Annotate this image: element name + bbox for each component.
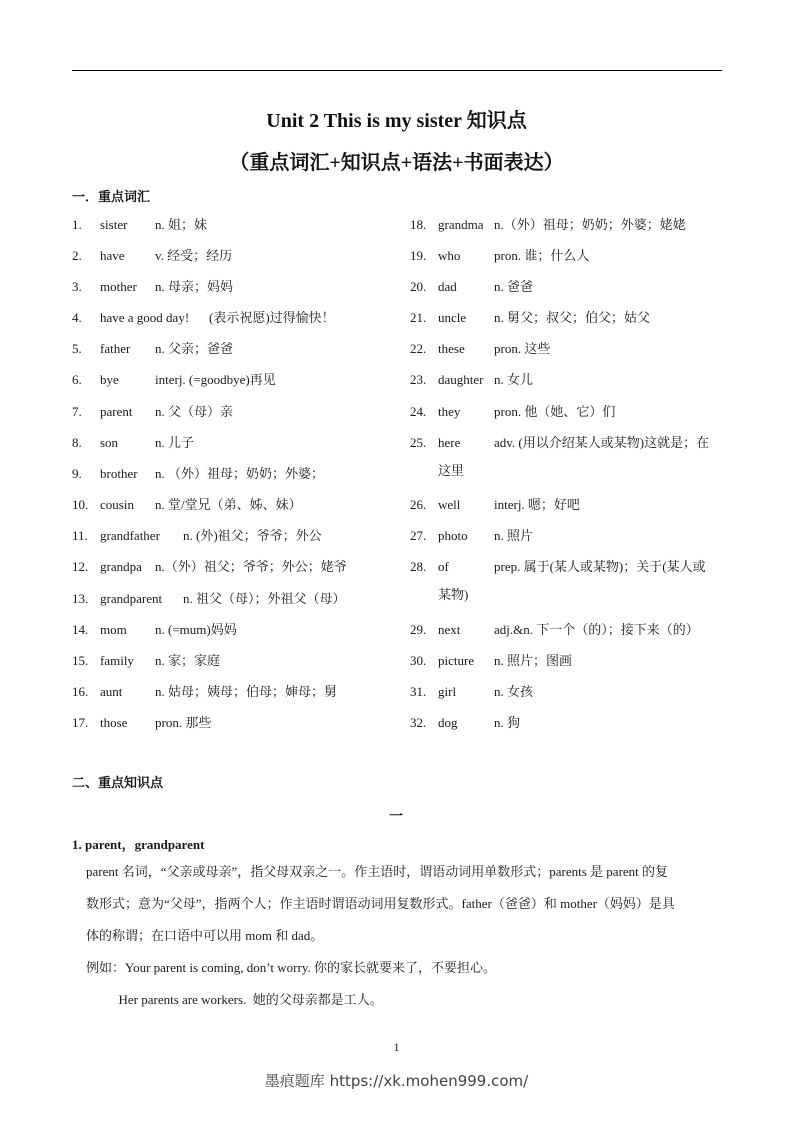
- vocab-number: 10.: [72, 497, 89, 512]
- vocab-number: 22.: [410, 341, 427, 356]
- vocab-definition: n. 母亲；妈妈: [155, 279, 234, 294]
- page-title: Unit 2 This is my sister 知识点: [266, 110, 527, 132]
- vocab-number: 9.: [72, 466, 82, 481]
- vocab-definition: n. 照片: [494, 528, 534, 543]
- vocab-word: here: [438, 435, 461, 450]
- vocab-word: they: [438, 404, 461, 419]
- vocab-number: 26.: [410, 497, 427, 512]
- page-number: 1: [393, 1040, 400, 1054]
- vocab-number: 32.: [410, 715, 427, 730]
- vocab-number: 23.: [410, 372, 427, 387]
- vocab-number: 17.: [72, 715, 89, 730]
- vocab-number: 31.: [410, 684, 427, 699]
- vocab-definition: n.（外）祖母；奶奶；外婆；姥姥: [494, 217, 686, 232]
- vocab-definition: adv. (用以介绍某人或某物)这就是；在: [494, 435, 710, 450]
- paragraph-line: 体的称谓；在口语中可以用 mom 和 dad。: [86, 928, 324, 943]
- vocab-number: 6.: [72, 372, 82, 387]
- vocab-word: grandfather: [100, 528, 160, 543]
- vocab-number: 13.: [72, 591, 89, 606]
- vocab-definition: n. 家；家庭: [155, 653, 221, 668]
- vocab-word: father: [100, 341, 131, 356]
- vocab-definition: adj.&n. 下一个（的）；接下来（的）: [494, 622, 699, 637]
- vocab-word: grandpa: [100, 559, 142, 574]
- vocab-number: 18.: [410, 217, 427, 232]
- vocab-number: 7.: [72, 404, 82, 419]
- vocab-word: uncle: [438, 310, 467, 325]
- vocab-number: 27.: [410, 528, 427, 543]
- vocab-definition: n. 照片；图画: [494, 653, 573, 668]
- vocab-word: mom: [100, 622, 127, 637]
- vocab-definition: interj. 嗯；好吧: [494, 497, 580, 512]
- vocab-word: these: [438, 341, 465, 356]
- vocab-number: 14.: [72, 622, 89, 637]
- vocab-number: 1.: [72, 217, 82, 232]
- vocab-number: 29.: [410, 622, 427, 637]
- vocab-number: 25.: [410, 435, 427, 450]
- vocab-definition-continued: 这里: [438, 463, 465, 478]
- vocab-word: who: [438, 248, 461, 263]
- vocab-number: 8.: [72, 435, 82, 450]
- vocab-number: 28.: [410, 559, 427, 574]
- section-heading-points: 二、重点知识点: [72, 775, 164, 790]
- vocab-definition: n. 祖父（母）；外祖父（母）: [183, 591, 346, 606]
- center-mark: 一: [389, 810, 403, 825]
- paragraph-line: 数形式；意为“父母”，指两个人；作主语时谓语动词用复数形式。father（爸爸）和 mother（妈妈）是具: [86, 896, 675, 911]
- vocab-word: dad: [438, 279, 457, 294]
- vocab-word: grandparent: [100, 591, 163, 606]
- vocab-number: 2.: [72, 248, 82, 263]
- vocab-word: those: [100, 715, 128, 730]
- vocab-word: picture: [438, 653, 475, 668]
- vocab-definition: n. 父亲；爸爸: [155, 341, 234, 356]
- vocab-definition: n. （外）祖母；奶奶；外婆；: [155, 466, 325, 481]
- paragraph-line: parent 名词，“父亲或母亲”，指父母双亲之一。作主语时，谓语动词用单数形式；parents 是 parent 的复: [86, 864, 669, 879]
- vocab-word: next: [438, 622, 461, 637]
- vocab-definition: interj. (=goodbye)再见: [155, 372, 276, 387]
- vocab-word: photo: [438, 528, 468, 543]
- vocab-number: 4.: [72, 310, 82, 325]
- vocab-word: well: [438, 497, 461, 512]
- vocab-definition: n. 父（母）亲: [155, 404, 234, 419]
- vocab-word: grandma: [438, 217, 484, 232]
- vocab-word: have: [100, 248, 125, 263]
- vocab-word: mother: [100, 279, 137, 294]
- section-heading-vocab: 一．重点词汇: [72, 189, 151, 204]
- vocab-definition: pron. 他（她、它）们: [494, 404, 616, 419]
- vocab-number: 16.: [72, 684, 89, 699]
- vocab-word: have a good day!: [100, 310, 190, 325]
- vocab-definition: pron. 这些: [494, 341, 551, 356]
- vocab-definition: (表示祝愿)过得愉快！: [209, 310, 335, 325]
- vocab-number: 3.: [72, 279, 82, 294]
- vocab-number: 20.: [410, 279, 427, 294]
- vocab-definition: n. 狗: [494, 715, 521, 730]
- vocab-definition: n. (外)祖父；爷爷；外公: [183, 528, 322, 543]
- vocab-number: 15.: [72, 653, 89, 668]
- vocab-definition: v. 经受；经历: [155, 248, 233, 263]
- vocab-definition: pron. 那些: [155, 715, 212, 730]
- vocab-number: 24.: [410, 404, 427, 419]
- vocab-number: 30.: [410, 653, 427, 668]
- vocab-word: dog: [438, 715, 458, 730]
- vocab-number: 19.: [410, 248, 427, 263]
- vocab-definition: n. 女儿: [494, 372, 534, 387]
- vocab-definition: n. 姐；妹: [155, 217, 208, 232]
- vocab-definition: pron. 谁；什么人: [494, 248, 590, 263]
- vocab-definition-continued: 某物): [438, 587, 469, 602]
- vocab-word: family: [100, 653, 134, 668]
- vocab-word: sister: [100, 217, 128, 232]
- vocab-word: girl: [438, 684, 457, 699]
- vocab-word: bye: [100, 372, 119, 387]
- point-title: 1. parent，grandparent: [72, 837, 205, 852]
- example-line: 例如：Your parent is coming, don’t worry. 你的家长就要来了，不要担心。: [86, 960, 496, 975]
- vocab-word: daughter: [438, 372, 484, 387]
- vocab-definition: n.（外）祖父；爷爷；外公；姥爷: [155, 559, 347, 574]
- vocab-definition: n. 姑母；姨母；伯母；婶母；舅: [155, 684, 338, 699]
- page-subtitle: （重点词汇+知识点+语法+书面表达）: [229, 152, 564, 174]
- top-rule: [72, 70, 722, 71]
- vocab-word: parent: [100, 404, 133, 419]
- vocab-number: 12.: [72, 559, 89, 574]
- vocab-definition: n. 女孩: [494, 684, 534, 699]
- vocab-word: cousin: [100, 497, 134, 512]
- vocab-number: 11.: [72, 528, 88, 543]
- vocab-definition: prep. 属于(某人或某物)；关于(某人或: [494, 559, 706, 574]
- footer-watermark: 墨痕题库 https://xk.mohen999.com/: [264, 1072, 529, 1090]
- vocab-number: 21.: [410, 310, 427, 325]
- vocab-word: of: [438, 559, 449, 574]
- vocab-definition: n. (=mum)妈妈: [155, 622, 237, 637]
- vocab-definition: n. 儿子: [155, 435, 195, 450]
- example-line: Her parents are workers. 她的父母亲都是工人。: [86, 992, 383, 1007]
- vocab-number: 5.: [72, 341, 82, 356]
- vocab-definition: n. 舅父；叔父；伯父；姑父: [494, 310, 651, 325]
- vocab-word: aunt: [100, 684, 123, 699]
- vocab-definition: n. 爸爸: [494, 279, 534, 294]
- vocab-word: son: [100, 435, 119, 450]
- vocab-definition: n. 堂/堂兄（弟、姊、妹）: [155, 497, 302, 512]
- vocab-word: brother: [100, 466, 138, 481]
